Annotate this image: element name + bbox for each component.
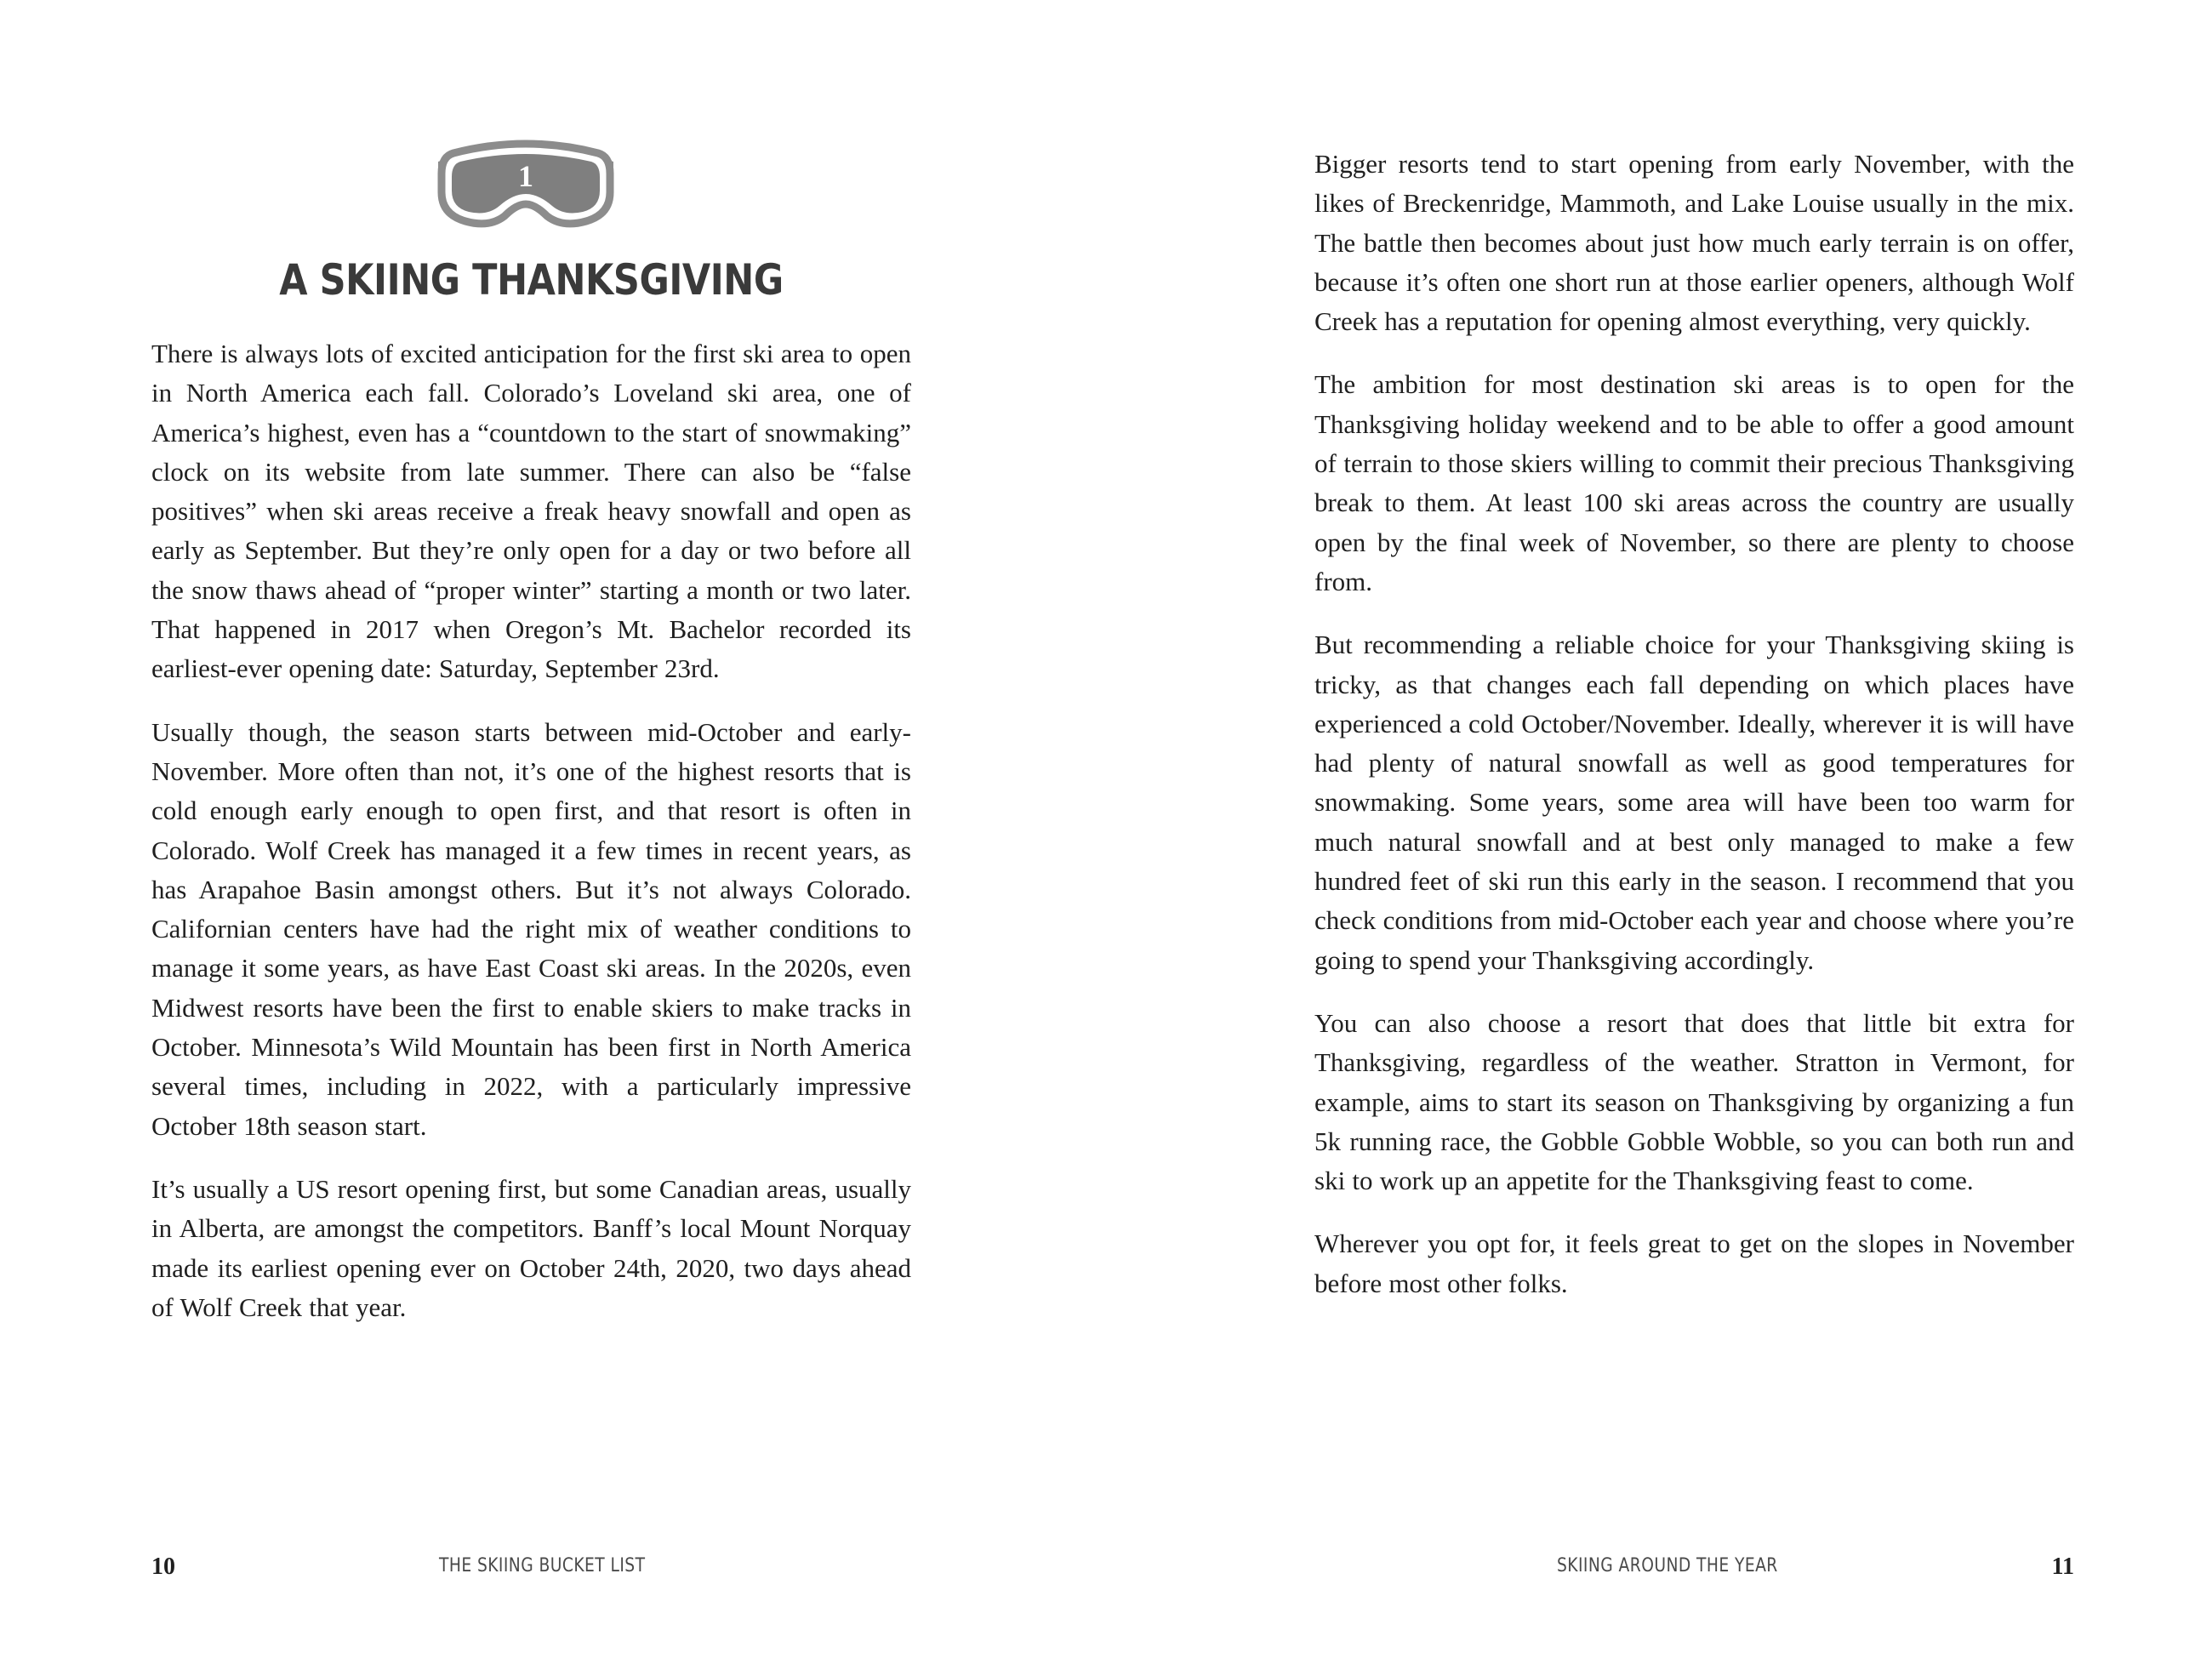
- chapter-title: A SKIING THANKSGIVING: [279, 255, 784, 305]
- page-number: 10: [151, 1554, 175, 1580]
- paragraph: You can also choose a resort that does that little bit extra for Thanksgiving, regardless of the weather. Stratton in Vermont, for example, aims to start its season on Thanksgiving by organizing a fun 5k running race, the Gobble Gobble Wobble, so you can both run and ski to work up an appetite for the Thanksgiving feast to come.: [1314, 1007, 2074, 1196]
- paragraph: There is always lots of excited anticipation for the first ski area to open in North America each fall. Colorado’s Loveland ski area, one of America’s highest, even has a “countdown to the start of snowmaking” clock on its website from late summer. There can also be “false positives” when ski areas receive a freak heavy snowfall and open as early as September. But they’re only open for a day or two before all the snow thaws ahead of “proper winter” starting a month or two later. That happened in 2017 when Oregon’s Mt. Bachelor recorded its earliest-ever opening date: Saturday, September 23rd.: [151, 339, 911, 684]
- running-head: THE SKIING BUCKET LIST: [439, 1555, 646, 1576]
- paragraph: Wherever you opt for, it feels great to get on the slopes in November before most other folks.: [1314, 1229, 2074, 1298]
- chapter-number: 1: [518, 159, 533, 193]
- paragraph: Usually though, the season starts between mid-October and early-November. More often than not, it’s one of the highest resorts that is cold enough early enough to open first, and that resort is often in Colorado. Wolf Creek has managed it a few times in recent years, as has Arapahoe Basin amongst others. But it’s not always Colorado. Californian centers have had the right mix of weather conditions to manage it some years, as have East Coast ski areas. In the 2020s, even Midwest resorts have been the first to enable skiers to make tracks in October. Minnesota’s Wild Mountain has been first in North America several times, including in 2022, with a particularly impressive October 18th season start.: [151, 716, 911, 1141]
- paragraph: The ambition for most destination ski areas is to open for the Thanksgiving holiday weekend and to be able to offer a good amount of terrain to those skiers willing to commit their precious Thanksgiving break to them. At least 100 ski areas across the country are usually open by the final week of November, so there are plenty to choose from.: [1314, 369, 2074, 596]
- page-number: 11: [2051, 1554, 2074, 1580]
- paragraph: It’s usually a US resort opening first, but some Canadian areas, usually in Alberta, are amongst the competitors. Banff’s local Mount Norquay made its earliest opening ever on October 24th, 2020, two days ahead of Wolf Creek that year.: [151, 1173, 911, 1322]
- left-text-column: [151, 334, 911, 1351]
- chapter-badge: [435, 136, 617, 231]
- right-text-column: [1314, 145, 2074, 1327]
- running-head: SKIING AROUND THE YEAR: [1557, 1555, 1778, 1576]
- paragraph: Bigger resorts tend to start opening from early November, with the likes of Breckenridge, Mammoth, and Lake Louise usually in the mix. The battle then becomes about just how much early terrain is on offer, because it’s often one short run at those earlier openers, although Wolf Creek has a reputation for opening almost everything, very quickly.: [1314, 149, 2074, 337]
- paragraph: But recommending a reliable choice for your Thanksgiving skiing is tricky, as that changes each fall depending on which places have experienced a cold October/November. Ideally, wherever it is will have had plenty of natural snowfall as well as good temperatures for snowmaking. Some years, some area will have been too warm for much natural snowfall and at best only managed to make a few hundred feet of ski run this early in the season. I recommend that you check conditions from mid-October each year and choose where you’re going to spend your Thanksgiving accordingly.: [1314, 630, 2074, 975]
- right-page: [1106, 0, 2212, 1659]
